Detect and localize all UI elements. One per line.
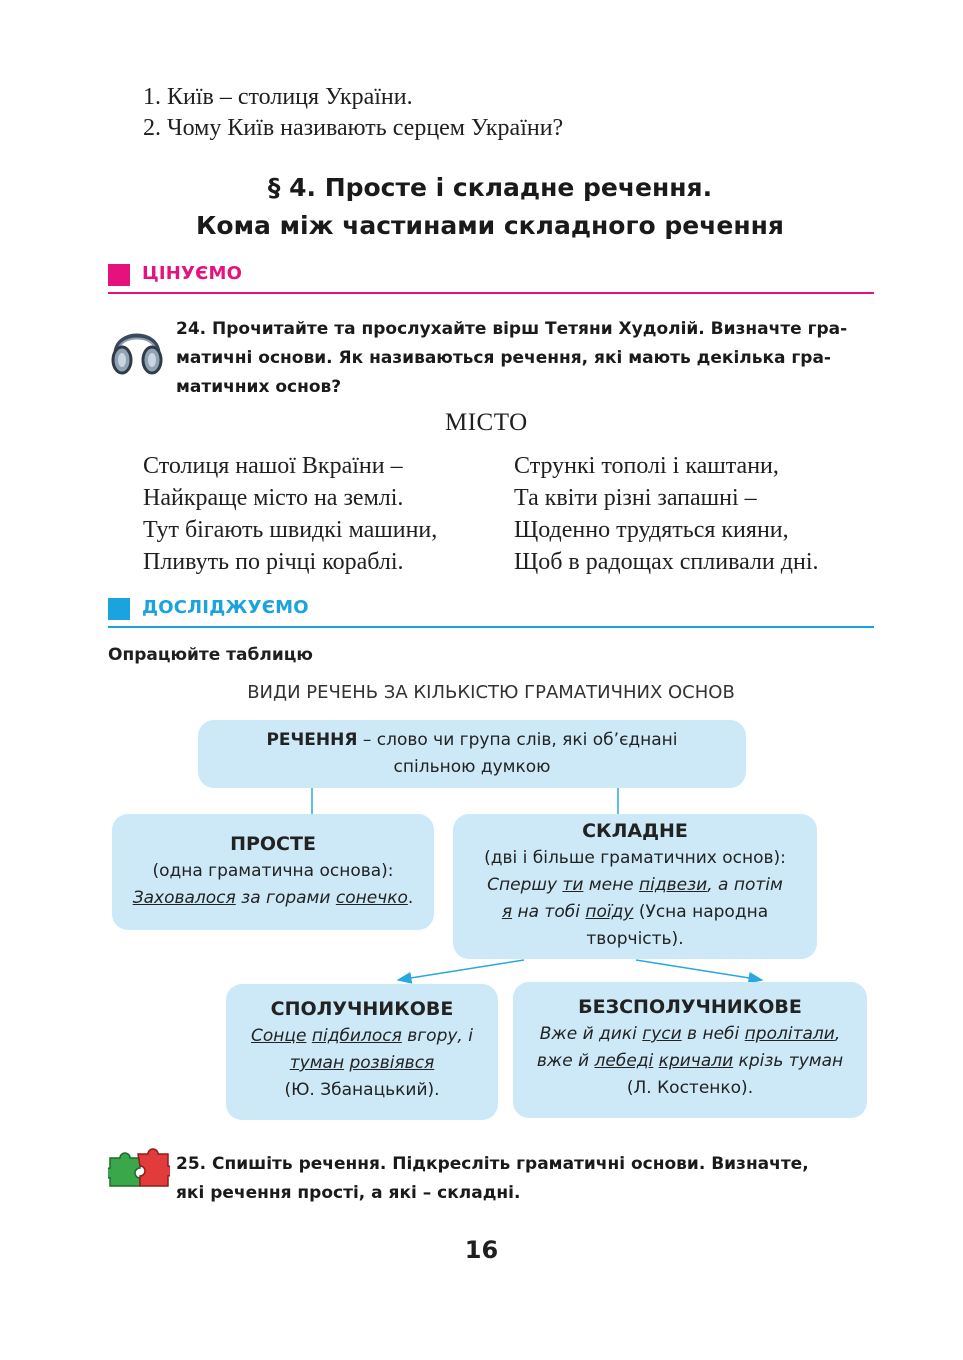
puzzle-icon bbox=[108, 1148, 170, 1188]
conj-example-1: Сонце підбилося вгору, і bbox=[251, 1026, 473, 1046]
simple-desc: (одна граматична основа): bbox=[152, 861, 394, 881]
conjunctive-box bbox=[226, 984, 498, 1120]
nonconj-source: (Л. Костенко). bbox=[626, 1078, 754, 1098]
complex-source: творчість). bbox=[586, 929, 684, 949]
arrow-right bbox=[636, 960, 762, 980]
root-box bbox=[198, 720, 746, 788]
root-text-2: спільною думкою bbox=[393, 757, 551, 777]
conj-example-2: туман розвіявся bbox=[289, 1053, 435, 1073]
task-25-line: які речення прості, а які – складні. bbox=[176, 1183, 521, 1203]
conj-source: (Ю. Збанацький). bbox=[284, 1080, 440, 1100]
table-instruction: Опрацюйте таблицю bbox=[108, 645, 313, 665]
page-number: 16 bbox=[464, 1236, 499, 1264]
section-label: ДОСЛІДЖУЄМО bbox=[142, 597, 309, 618]
poem-line: Щоб в радощах спливали дні. bbox=[514, 549, 819, 575]
paragraph-title-line-2: Кома між частинами складного речення bbox=[196, 211, 784, 240]
task-24-line: 24. Прочитайте та прослухайте вірш Тетяни Худолій. Визначте гра- bbox=[176, 319, 848, 339]
paragraph-title-line-1: § 4. Просте і складне речення. bbox=[267, 173, 713, 202]
simple-head: ПРОСТЕ bbox=[230, 833, 316, 855]
intro-line-2: 2. Чому Київ називають серцем України? bbox=[143, 115, 564, 141]
nonconj-head: БЕЗСПОЛУЧНИКОВЕ bbox=[578, 996, 802, 1018]
nonconjunctive-box bbox=[513, 982, 867, 1118]
poem-line: Столиця нашої Вкраїни – bbox=[143, 453, 403, 479]
nonconj-example-1: Вже й дикі гуси в небі пролітали, bbox=[539, 1024, 841, 1044]
complex-example-2: я на тобі поїду (Усна народна bbox=[501, 902, 769, 922]
complex-example-1: Спершу ти мене підвези, а потім bbox=[487, 875, 783, 895]
complex-head: СКЛАДНЕ bbox=[582, 820, 688, 842]
task-24-line: матичні основи. Як називаються речення, які мають декілька гра- bbox=[176, 348, 831, 368]
poem-line: Пливуть по річці кораблі. bbox=[143, 549, 404, 575]
table-caption: ВИДИ РЕЧЕНЬ ЗА КІЛЬКІСТЮ ГРАМАТИЧНИХ ОСНОВ bbox=[247, 682, 735, 703]
section-label: ЦІНУЄМО bbox=[142, 263, 243, 284]
simple-sentence-box bbox=[112, 814, 434, 930]
poem-line: Стрункі тополі і каштани, bbox=[514, 453, 779, 479]
poem-line: Тут бігають швидкі машини, bbox=[143, 517, 438, 543]
task-24-line: матичних основ? bbox=[176, 377, 342, 397]
task-25-text bbox=[176, 1150, 876, 1208]
conj-head: СПОЛУЧНИКОВЕ bbox=[270, 998, 454, 1020]
poem-line: Та квіти різні запашні – bbox=[514, 485, 757, 511]
nonconj-example-2: вже й лебеді кричали крізь туман bbox=[536, 1051, 844, 1071]
poem-line: Найкраще місто на землі. bbox=[143, 485, 404, 511]
arrow-left bbox=[398, 960, 524, 980]
root-text: – слово чи група слів, які об’єднані bbox=[357, 730, 678, 750]
complex-sentence-box bbox=[453, 814, 817, 959]
intro-line-1: 1. Київ – столиця України. bbox=[143, 84, 413, 110]
simple-example: Заховалося за горами сонечко. bbox=[132, 888, 414, 908]
task-25-line: 25. Спишіть речення. Підкресліть граматичні основи. Визначте, bbox=[176, 1154, 809, 1174]
root-head: РЕЧЕННЯ bbox=[266, 730, 358, 750]
complex-desc: (дві і більше граматичних основ): bbox=[484, 848, 786, 868]
poem-line: Щоденно трудяться кияни, bbox=[514, 517, 789, 543]
poem-title: МІСТО bbox=[445, 409, 528, 436]
